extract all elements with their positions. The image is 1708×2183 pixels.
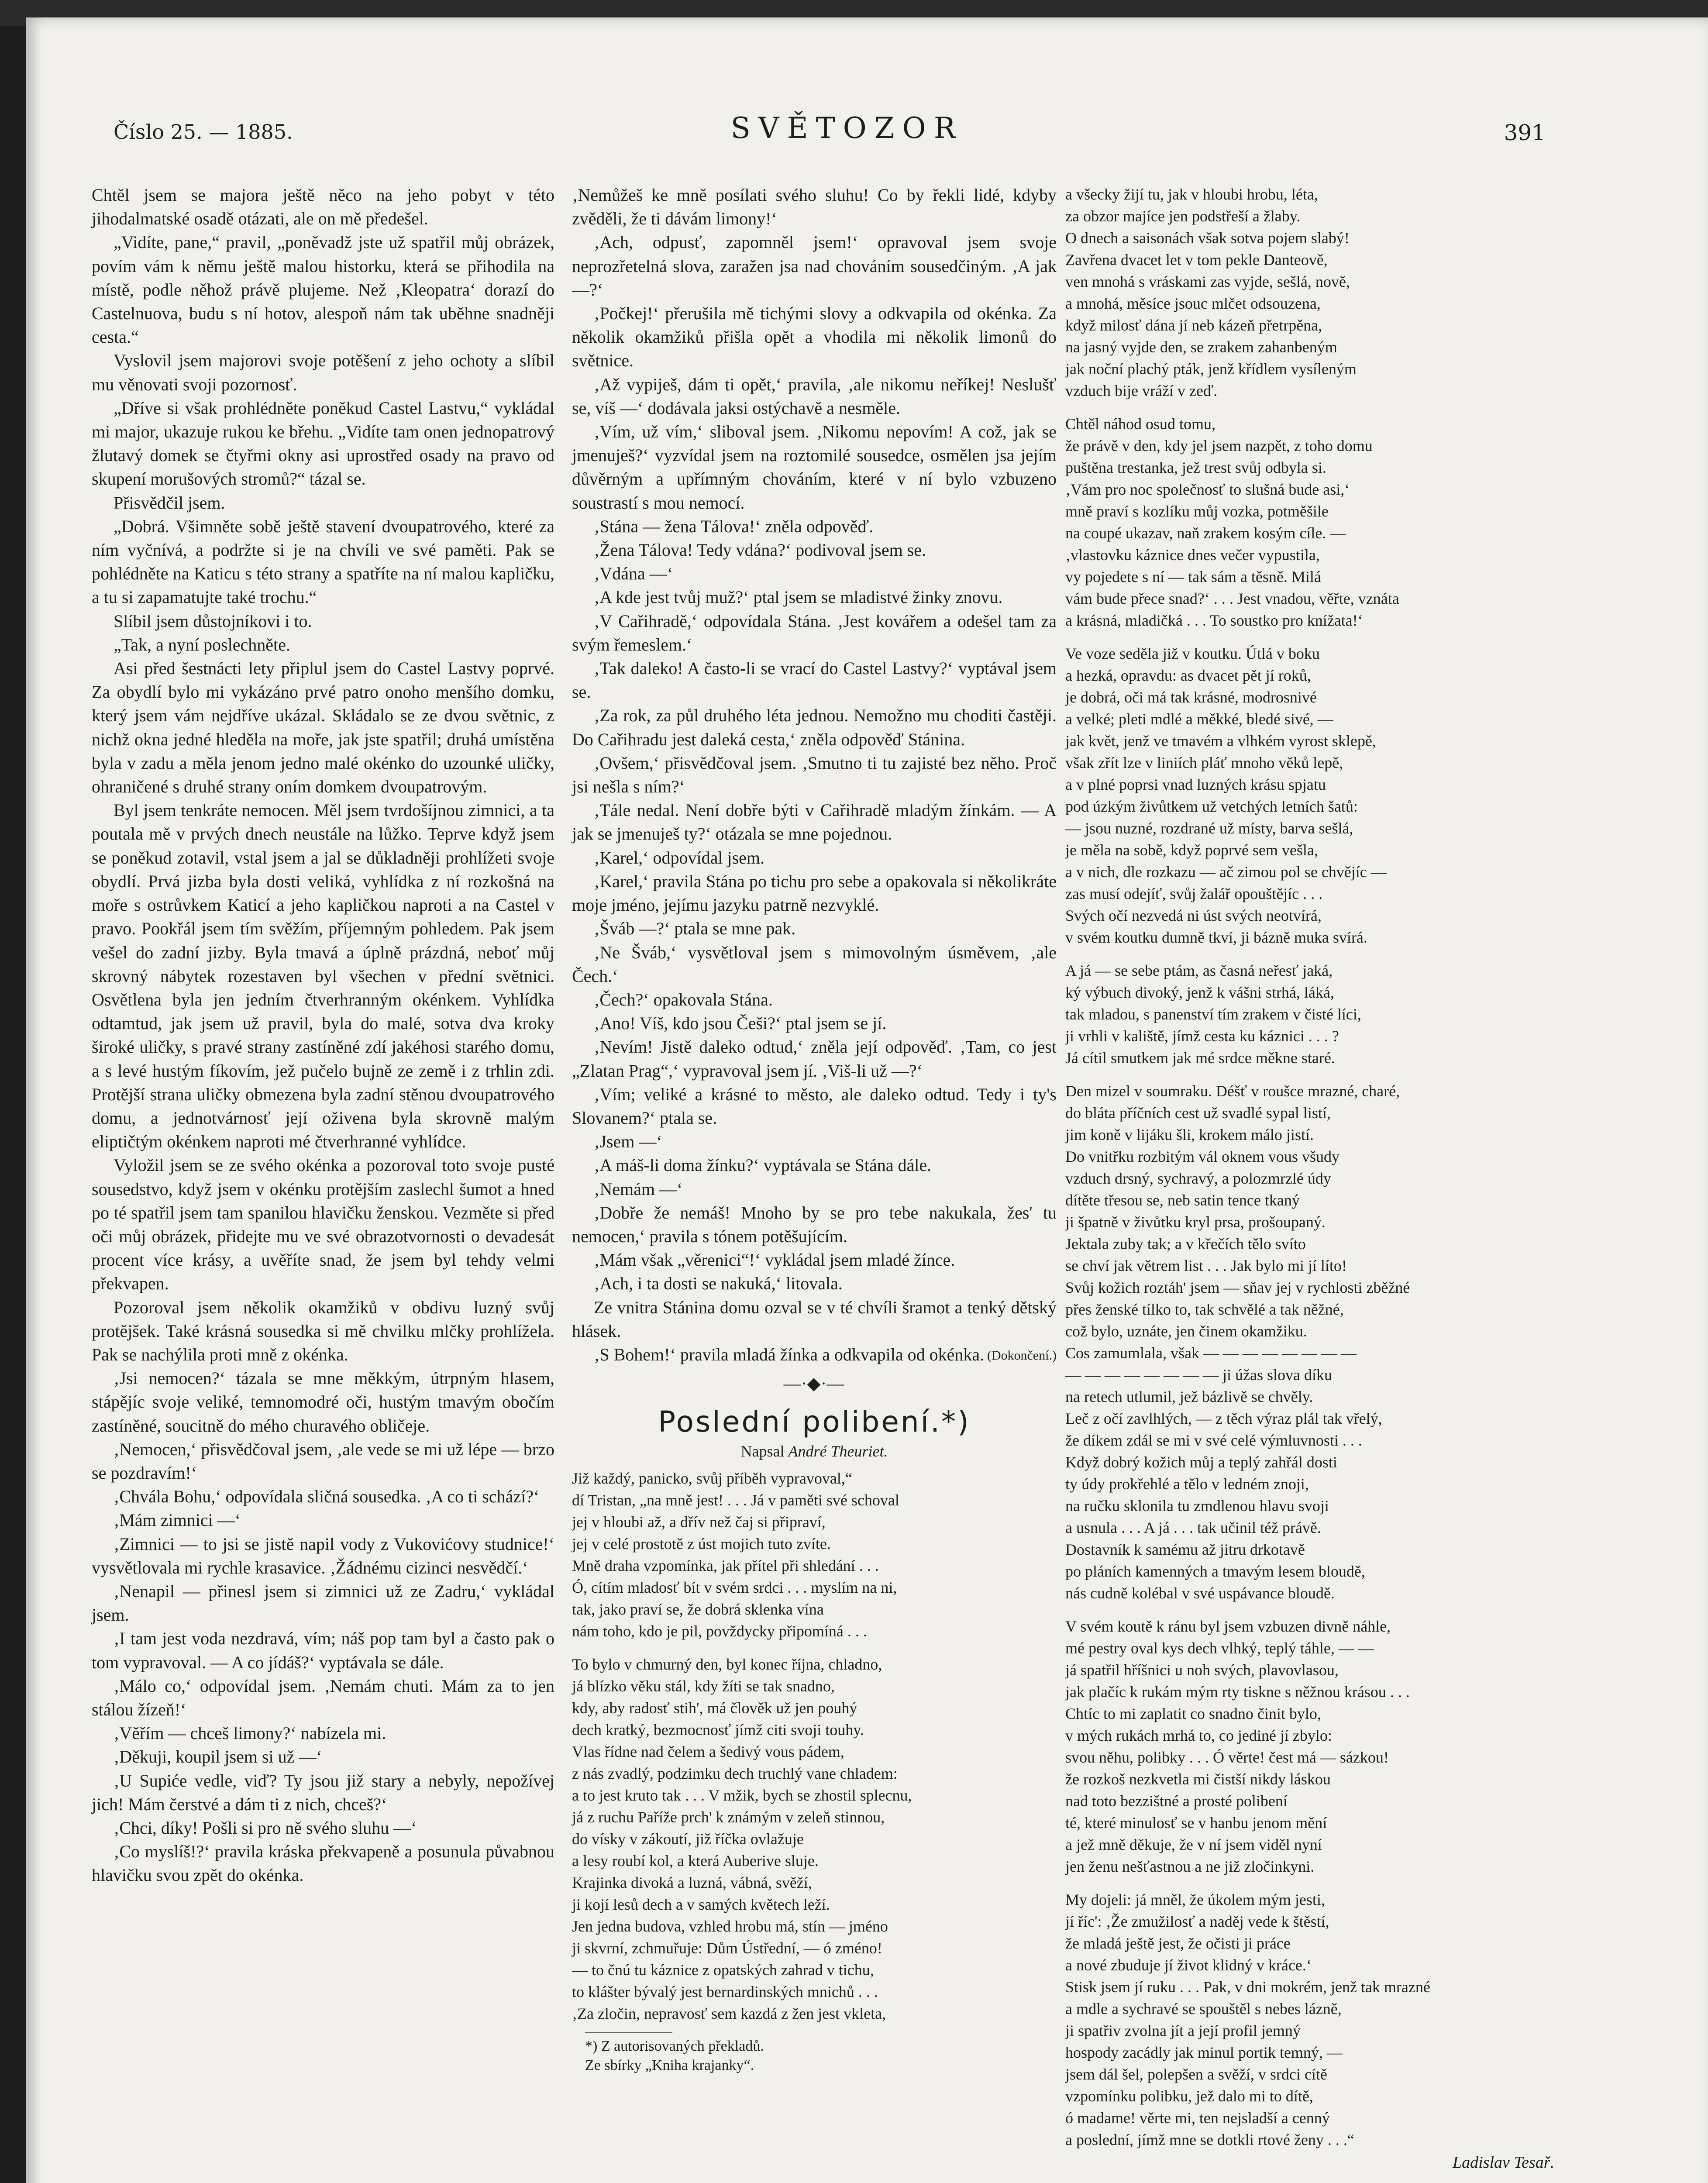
verse-line: já spatřil hříšnici u noh svých, plavovlasou, bbox=[1065, 1661, 1339, 1679]
stanza-gap bbox=[572, 1642, 1057, 1653]
verse-line: a nové zbuduje jí život klidný v kráce.‘ bbox=[1065, 1956, 1312, 1974]
paragraph: ‚Dobře že nemáš! Mnoho by se pro tebe nakukala, žes' tu nemocen,‘ pravila s tónem potěšujícím. bbox=[572, 1202, 1057, 1246]
verse-line: Již každý, panicko, svůj příběh vypravoval,“ bbox=[572, 1469, 852, 1487]
verse-line: na ručku sklonila tu zmdlenou hlavu svoji bbox=[1065, 1497, 1329, 1515]
paragraph: ‚Děkuji, koupil jsem si už —‘ bbox=[114, 1747, 322, 1767]
paragraph: ‚V Cařihradě,‘ odpovídala Stána. ‚Jest kovářem a odešel tam za svým řemeslem.‘ bbox=[572, 611, 1057, 654]
paragraph: ‚Tále nedal. Není dobře býti v Cařihradě mladým žínkám. — A jak se jmenuješ ty?‘ otázala se mne pojednou. bbox=[572, 800, 1057, 844]
poem-text bbox=[572, 1467, 1057, 2025]
paragraph: ‚U Supiće vedle, viď? Ty jsou již stary a nebyly, nepožívej jich! Mám čerstvé a dám ti z nich, chceš?‘ bbox=[92, 1770, 554, 1814]
verse-line: na jasný vyjde den, se zrakem zahanbeným bbox=[1065, 338, 1337, 356]
footnote bbox=[585, 2037, 1057, 2075]
verse-line: je dobrá, oči má tak krásné, modrosnivé bbox=[1065, 689, 1317, 706]
verse-line: Stisk jsem jí ruku . . . Pak, v dni mokrém, jenž tak mrazné bbox=[1065, 1978, 1430, 1996]
paragraph: ‚Mám však „věrenici“!‘ vykládal jsem mladé žínce. bbox=[594, 1250, 955, 1270]
verse-line: ji spatřiv zvolna jít a její profil jemný bbox=[1065, 2022, 1301, 2039]
verse-line: Chtíc to mi zaplatit co snadno činit bylo, bbox=[1065, 1705, 1321, 1722]
paragraph: ‚Až vypiješ, dám ti opět,‘ pravila, ‚ale nikomu neříkej! Neslušť se, víš —‘ dodávala jaksi ostýchavě a nesměle. bbox=[572, 374, 1057, 418]
paragraph: ‚Ne Šváb,‘ vysvětloval jsem s mimovolným úsměvem, ‚ale Čech.‘ bbox=[572, 942, 1057, 986]
verse-line: zas musí odejíť, svůj žalář opouštějíc . . . bbox=[1065, 885, 1323, 902]
verse-line: a mdle a sychravé se spouštěl s nebes lázně, bbox=[1065, 2000, 1342, 2018]
paragraph: ‚Nemůžeš ke mně posílati svého sluhu! Co by řekli lidé, kdyby zvěděli, že ti dávám limony!‘ bbox=[572, 185, 1057, 229]
verse-line: se chví jak větrem list . . . Jak bylo mi jí líto! bbox=[1065, 1257, 1347, 1274]
verse-line: a velké; pleti mdlé a měkké, bledé sivé, — bbox=[1065, 710, 1333, 728]
verse-line: Dostavník k samému až jitru drkotavě bbox=[1065, 1541, 1305, 1558]
verse-line: jak plačíc k rukám mým rty tiskne s něžnou krásou . . . bbox=[1065, 1683, 1410, 1701]
verse-line: z nás zvadlý, podzimku dech truchlý vane chladem: bbox=[572, 1764, 898, 1782]
verse-line: O dnech a saisonách však sotva pojem slabý! bbox=[1065, 229, 1350, 247]
stanza-gap bbox=[1065, 1877, 1554, 1889]
byline-prefix: Napsal bbox=[740, 1442, 785, 1460]
verse-line: To bylo v chmurný den, byl konec října, chladno, bbox=[572, 1655, 882, 1673]
verse-line: ji vrhli v kaliště, jímž cesta ku káznici . . . ? bbox=[1065, 1027, 1339, 1045]
newspaper-page bbox=[26, 17, 1708, 2183]
paragraph: ‚Mám zimnici —‘ bbox=[114, 1510, 241, 1530]
paragraph: Pozoroval jsem několik okamžiků v obdivu luzný svůj protějšek. Také krásná sousedka si mě chvilku mlčky prohlížela. Pak se nachýlila proti mně z okénka. bbox=[92, 1297, 554, 1364]
verse-line: A já — se sebe ptám, as časná neřesť jaká, bbox=[1065, 962, 1333, 979]
verse-line: My dojeli: já mněl, že úkolem mým jesti, bbox=[1065, 1891, 1325, 1908]
verse-line: ‚Vám pro noc společnosť to slušná bude asi,‘ bbox=[1065, 481, 1350, 498]
footnote-line: Ze sbírky „Kniha krajanky“. bbox=[585, 2057, 754, 2073]
paragraph: ‚Počkej!‘ přerušila mě tichými slovy a odkvapila od okénka. Za několik okamžiků přišla opět a vhodila mi několik limonů do světnice. bbox=[572, 303, 1057, 371]
verse-line: na retech utlumil, jež bázlivě se chvěly. bbox=[1065, 1388, 1313, 1405]
verse-line: vám bude přece snad?‘ . . . Jest vnadou, věřte, vznáta bbox=[1065, 590, 1399, 607]
verse-line: vzpomínku polibku, jež dalo mi to dítě, bbox=[1065, 2087, 1313, 2105]
verse-line: v svém koutku dumně tkví, ji bázně muka svírá. bbox=[1065, 929, 1367, 946]
paragraph: ‚Žena Tálova! Tedy vdána?‘ podivoval jsem se. bbox=[594, 540, 926, 560]
paragraph: ‚Málo co,‘ odpovídal jsem. ‚Nemám chuti. Mám za to jen stálou žízeň!‘ bbox=[92, 1676, 554, 1719]
verse-line: a usnula . . . A já . . . tak učinil též právě. bbox=[1065, 1519, 1321, 1536]
paragraph: ‚I tam jest voda nezdravá, vím; náš pop tam byl a často pak o tom vypravoval. — A co jídáš?‘ vyptávala se dále. bbox=[92, 1629, 554, 1672]
verse-line: přes ženské tílko to, tak schvělé a tak něžné, bbox=[1065, 1301, 1344, 1318]
verse-line: na coupé ukazav, naň zrakem kosým cíle. — bbox=[1065, 524, 1346, 542]
verse-line: že mladá ještě jest, že očisti ji práce bbox=[1065, 1935, 1291, 1952]
paragraph: ‚Chci, díky! Pošli si pro ně svého sluhu —‘ bbox=[114, 1818, 417, 1838]
verse-line: Já cítil smutkem jak mé srdce měkne staré. bbox=[1065, 1049, 1335, 1067]
verse-line: Svých očí nezvedá ni úst svých neotvírá, bbox=[1065, 907, 1322, 924]
paragraph: Vyložil jsem se ze svého okénka a pozoroval toto svoje pusté sousedstvo, když jsem v okénku protějším zaslechl šumot a hned po té spatřil jsem tam spanilou hlavičku ženskou. Vezměte si před oči můj obrázek, přidejte mu ve své obrazotvornosti o devadesát procent více krásy, a uvěříte snad, že jsem byl tehdy velmi překvapen. bbox=[92, 1155, 554, 1294]
verse-line: to klášter bývalý jest bernardinských mnichů . . . bbox=[572, 1983, 878, 2001]
verse-line: po pláních kamenných a tmavým lesem bloudě, bbox=[1065, 1563, 1365, 1580]
paragraph: ‚Ach, i ta dosti se nakuká,‘ litovala. bbox=[594, 1274, 843, 1294]
verse-line: ven mnohá s vráskami zas vyjde, sešlá, nově, bbox=[1065, 273, 1350, 290]
paragraph: ‚Jsem —‘ bbox=[594, 1132, 662, 1152]
verse-line: jej v hloubi až, a dřív než čaj si připraví, bbox=[572, 1513, 826, 1531]
poem-continuation bbox=[1065, 183, 1554, 2151]
paragraph: ‚Nemocen,‘ přisvědčoval jsem, ‚ale vede se mi už lépe — brzo se pozdravím!‘ bbox=[92, 1439, 554, 1483]
stanza-gap bbox=[1065, 1069, 1554, 1080]
verse-line: a lesy roubí kol, a která Auberive sluje. bbox=[572, 1852, 819, 1870]
verse-line: ji skvrní, zchmuřuje: Dům Ústřední, — ó zméno! bbox=[572, 1939, 882, 1957]
paragraph: ‚Co myslíš!?‘ pravila kráska překvapeně a posunula půvabnou hlavičku svou zpět do okénka. bbox=[92, 1842, 554, 1885]
column-1 bbox=[92, 183, 554, 1887]
stanza bbox=[1065, 1615, 1554, 1877]
verse-line: nám toho, kdo je pil, povždycky připomíná . . . bbox=[572, 1622, 867, 1640]
verse-line: Cos zamumlala, však — — — — — — — — bbox=[1065, 1344, 1357, 1362]
paragraph: Slíbil jsem důstojníkovi i to. bbox=[114, 611, 312, 631]
poem-author: André Theuriet. bbox=[788, 1442, 888, 1460]
paragraph: Asi před šestnácti lety připlul jsem do Castel Lastvy poprvé. Za obydlí bylo mi vykázáno prvé patro onoho menšího domku, který jsem vám nejdříve ukázal. Skládalo se ze dvou světnic, z nichž okna jedné hleděla na moře, jak jste spatřil; druhá umístěna byla v zadu a měla jenom jedno malé okénko do uzounké uličky, ohraničené s druhé strany oním domkem dvoupatrovým. bbox=[92, 658, 554, 797]
paragraph: ‚Vím; veliké a krásné to město, ale daleko odtud. Tedy i ty's Slovanem?‘ ptala se. bbox=[572, 1084, 1057, 1128]
verse-line: mně praví s kozlíku můj vozka, potměšile bbox=[1065, 503, 1329, 520]
stanza-gap bbox=[1065, 1604, 1554, 1615]
verse-line: já blízko věku stál, kdy žíti se tak snadno, bbox=[572, 1677, 835, 1695]
verse-line: kdy, aby radosť stih', má člověk už jen pouhý bbox=[572, 1699, 857, 1717]
verse-line: ‚vlastovku káznice dnes večer vypustila, bbox=[1065, 546, 1320, 564]
verse-line: a krásná, mladičká . . . To soustko pro knížata!‘ bbox=[1065, 612, 1363, 629]
verse-line: Svůj kožich roztáh' jsem — sňav jej v rychlosti zběžné bbox=[1065, 1279, 1410, 1296]
verse-line: Když dobrý kožich můj a teplý zahřál dosti bbox=[1065, 1453, 1337, 1471]
paragraph: Vyslovil jsem majorovi svoje potěšení z jeho ochoty a slíbil mu věnovati svoji pozornosť. bbox=[92, 351, 554, 394]
paragraph: ‚A kde jest tvůj muž?‘ ptal jsem se mladistvé žinky znovu. bbox=[594, 587, 1003, 607]
paragraph: ‚Nevím! Jistě daleko odtud,‘ zněla její odpověď. ‚Tam, co jest „Zlatan Prag“,‘ vypravoval jsem jí. ‚Viš-li už —?‘ bbox=[572, 1037, 1057, 1081]
verse-line: ó madame! věrte mi, ten nejsladší a cenný bbox=[1065, 2109, 1330, 2127]
verse-line: jí říc': ‚Že zmužilosť a naděj vede k štěstí, bbox=[1065, 1913, 1329, 1930]
footnote-line: *) Z autorisovaných překladů. bbox=[585, 2038, 764, 2054]
verse-line: — to čnú tu káznice z opatských zahrad v tichu, bbox=[572, 1961, 874, 1979]
verse-line: jim koně v lijáku šli, krokem málo jistí. bbox=[1065, 1126, 1314, 1143]
poem-title: Poslední polibení.*) bbox=[658, 1405, 971, 1439]
poem-byline bbox=[572, 1439, 1057, 1463]
verse-line: jen ženu nešťastnou a ne již zločinkyni. bbox=[1065, 1858, 1315, 1875]
verse-line: když milosť dána jí neb kázeň přetrpěna, bbox=[1065, 317, 1322, 334]
paragraph: ‚S Bohem!‘ pravila mladá žínka a odkvapila od okénka. bbox=[594, 1344, 985, 1364]
stanza bbox=[1065, 1080, 1554, 1604]
paragraph: ‚A máš-li doma žínku?‘ vyptávala se Stána dále. bbox=[594, 1155, 932, 1175]
verse-line: Ve voze seděla již v koutku. Útlá v boku bbox=[1065, 645, 1320, 662]
verse-line: — jsou nuzné, rozdrané už místy, barva sešlá, bbox=[1065, 819, 1353, 837]
verse-line: jak noční plachý pták, jenž křídlem vysíleným bbox=[1065, 360, 1357, 378]
paragraph: ‚Čech?‘ opakovala Stána. bbox=[594, 989, 773, 1009]
verse-line: jsem dál šel, polepšen a svěží, v srdci cítě bbox=[1065, 2066, 1327, 2083]
verse-line: do bláta příčních cest už svadlé sypal listí, bbox=[1065, 1104, 1331, 1122]
issue-label: Číslo 25. — 1885. bbox=[114, 120, 293, 144]
story-continuation bbox=[572, 183, 1057, 1367]
verse-line: Vlas řídne nad čelem a šedivý vous pádem, bbox=[572, 1742, 844, 1760]
verse-line: tak mladou, s panenství tím zrakem v čisté líci, bbox=[1065, 1005, 1361, 1023]
verse-line: jej v celé prostotě z úst mojich tuto zvíte. bbox=[572, 1535, 831, 1553]
stanza bbox=[1065, 413, 1554, 631]
stanza bbox=[572, 1467, 1057, 1642]
verse-line: ji špatně v živůtku kryl prsa, prošoupaný. bbox=[1065, 1213, 1326, 1231]
verse-line: v mých rukách mrhá to, co jediné jí zbylo: bbox=[1065, 1727, 1332, 1744]
paragraph: ‚Tak daleko! A často-li se vrací do Castel Lastvy?‘ vyptával jsem se. bbox=[572, 658, 1057, 702]
verse-line: — — — — — — — — ji úžas slova díku bbox=[1065, 1366, 1332, 1384]
stanza bbox=[1065, 183, 1554, 402]
verse-line: že právě v den, kdy jel jsem nazpět, z toho domu bbox=[1065, 437, 1373, 455]
paragraph: ‚Ano! Víš, kdo jsou Češi?‘ ptal jsem se jí. bbox=[594, 1013, 887, 1033]
paragraph: ‚Karel,‘ pravila Stána po tichu pro sebe a opakovala si několikráte moje jméno, jejímu jazyku patrně nezvyklé. bbox=[572, 871, 1057, 915]
verse-line: dech kratký, bezmocnosť jímž citi svoji touhy. bbox=[572, 1721, 864, 1739]
paragraph: ‚Vdána —‘ bbox=[594, 564, 673, 584]
paragraph: „Dobrá. Všimněte sobě ještě stavení dvoupatrového, které za ním vyčnívá, a podržte si je na chvíli ve své paměti. Pak se pohlédněte na Katicu s této strany a spatříte na ní malou kapličku, a tu si zapamatujte také trochu.“ bbox=[92, 516, 554, 607]
verse-line: dí Tristan, „na mně jest! . . . Já v paměti své schoval bbox=[572, 1491, 899, 1509]
paragraph: ‚Ovšem,‘ přisvědčoval jsem. ‚Smutno ti tu zajisté bez něho. Proč jsi nešla s ním?‘ bbox=[572, 753, 1057, 797]
paragraph: ‚Vím, už vím,‘ sliboval jsem. ‚Nikomu nepovím! A což, jak se jmenuješ?‘ vyzvídal jsem na roztomilé sousedce, osmělen jsa jejím důvěrným a upřímným chováním, které v ní bylo vzbuzeno soustrastí s mou nemocí. bbox=[572, 422, 1057, 513]
footnote-rule bbox=[585, 2032, 672, 2033]
verse-line: nás cudně kolébal v své uspávance bloudě. bbox=[1065, 1584, 1335, 1602]
verse-line: Jen jedna budova, vzhled hrobu má, stín — jméno bbox=[572, 1917, 888, 1935]
paragraph: „Tak, a nyní poslechněte. bbox=[114, 634, 290, 654]
paragraph: ‚Karel,‘ odpovídal jsem. bbox=[594, 847, 764, 868]
verse-line: a jež mně děkuje, že v ní jsem viděl nyní bbox=[1065, 1836, 1322, 1853]
verse-line: svou něhu, polibky . . . Ó věrte! čest má — sázkou! bbox=[1065, 1749, 1389, 1766]
column-2 bbox=[572, 183, 1057, 2075]
verse-line: vzduch drsný, sychravý, a polozmrzlé údy bbox=[1065, 1170, 1331, 1187]
masthead-title: SVĚTOZOR bbox=[730, 111, 964, 145]
paragraph: Byl jsem tenkráte nemocen. Měl jsem tvrdošíjnou zimnici, a ta poutala mě v prvých dnech neustále na lůžko. Teprve když jsem se poněkud zotavil, vstal jsem a jal se důkladněji prohlížeti svoje obydlí. Prvá jizba byla dosti veliká, vyhlídka z ní rozkošná na moře s ostrůvkem Katicí a jeho kapličkou naproti a na Castel v pravo. Pookřál jsem tím svěžím, příjemným pohledem. Pak jsem vešel do zadní jizby. Byla tmavá a úplně prázdná, neboť můj skrovný nábytek rozestaven byl všechen v přední světnici. Osvětlena byla jen jedním čtverhranným okénkem. Vyhlídka odtamtud, jak jsem už pravil, byla do malé, sotva dva kroky široké uličky, s pravé strany zastíněné zdí jakéhosi starého domu, a s levé hustým fíkovím, jež pučelo bujně ze země i z trhlin zdi. Protější strana uličky obmezena byla zadní stěnou dvoupatrového domu, a jednotvárnosť její oživena byla skrovně malým eliptičtým okénkem naproti mé čtverhranné vyhlídce. bbox=[92, 800, 554, 1152]
stanza bbox=[1065, 643, 1554, 948]
paragraph: ‚Nenapil — přinesl jsem si zimnici už ze Zadru,‘ vykládal jsem. bbox=[92, 1581, 554, 1625]
section-ornament: —∙◆∙— bbox=[783, 1374, 845, 1394]
paragraph: ‚Věřím — chceš limony?‘ nabízela mi. bbox=[114, 1723, 386, 1743]
verse-line: do vísky v zákoutí, již říčka ovlažuje bbox=[572, 1830, 804, 1848]
verse-line: Mně draha vzpomínka, jak přítel při shledání . . . bbox=[572, 1556, 879, 1574]
paragraph: Chtěl jsem se majora ještě něco na jeho pobyt v této jihodalmatské osadě otázati, ale on mě předešel. bbox=[92, 185, 554, 229]
verse-line: V svém koutě k ránu byl jsem vzbuzen divně náhle, bbox=[1065, 1618, 1391, 1635]
paragraph: „Dříve si však prohlédněte poněkud Castel Lastvu,“ vykládal mi major, ukazuje rukou ke břehu. „Vidíte tam onen jednopatrový žlutavý domek se čtyřmi okny asi uprostřed osady na pravo od skupení morušových stromů?“ tázal se. bbox=[92, 398, 554, 489]
verse-line: ‚Za zločin, nepravosť sem kazdá z žen jest vkleta, bbox=[572, 2004, 886, 2022]
verse-line: vy pojedete s ní — tak sám a těsně. Milá bbox=[1065, 568, 1321, 585]
verse-line: vzduch bije vráží v zeď. bbox=[1065, 382, 1218, 399]
verse-line: té, které minulosť se v hanbu jenom mění bbox=[1065, 1814, 1327, 1832]
verse-line: Zavřena dvacet let v tom pekle Danteově, bbox=[1065, 251, 1328, 269]
verse-line: však zřít lze v liniích pláť mnoho věků lepě, bbox=[1065, 754, 1343, 771]
verse-line: a mnohá, měsíce jsouc mlčet odsouzena, bbox=[1065, 295, 1321, 312]
verse-line: Den mizel v soumraku. Déšť v roušce mrazné, charé, bbox=[1065, 1082, 1400, 1100]
verse-line: což bylo, uznáte, jen činem okamžiku. bbox=[1065, 1322, 1307, 1340]
verse-line: za obzor majíce jen podstřeší a žlaby. bbox=[1065, 207, 1301, 225]
column-3 bbox=[1065, 183, 1554, 2183]
verse-line: Leč z očí zavlhlých, — z těch výraz plál tak vřelý, bbox=[1065, 1410, 1382, 1427]
verse-line: a v plné poprsi vnad luzných krásu spjatu bbox=[1065, 776, 1326, 793]
stanza-gap bbox=[1065, 402, 1554, 413]
verse-line: dítěte třesou se, neb satin tence tkaný bbox=[1065, 1191, 1300, 1209]
verse-line: já z ruchu Paříže prch' k známým v zeleň stinnou, bbox=[572, 1808, 885, 1826]
verse-line: Do vnitřku rozbitým vál oknem vous všudy bbox=[1065, 1148, 1340, 1165]
verse-line: a v nich, dle rozkazu — ač zimou pol se chvějíc — bbox=[1065, 863, 1387, 881]
verse-line: Chtěl náhod osud tomu, bbox=[1065, 415, 1216, 433]
paragraph: ‚Jsi nemocen?‘ tázala se mne měkkým, útrpným hlasem, stápějíc svoje veliké, temnomodré oči, hustým tmavým obočím zastíněné, soucitně do mého churavého obličeje. bbox=[92, 1368, 554, 1436]
translator-signature: Ladislav Tesař. bbox=[1453, 2153, 1554, 2172]
verse-line: a hezká, opravdu: as dvacet pět jí roků, bbox=[1065, 667, 1311, 684]
stanza-gap bbox=[1065, 631, 1554, 643]
page-number: 391 bbox=[1504, 120, 1546, 145]
verse-line: a všecky žijí tu, jak v hloubi hrobu, léta, bbox=[1065, 186, 1318, 203]
paragraph: Ze vnitra Stánina domu ozval se v té chvíli šramot a tenký dětský hlásek. bbox=[572, 1297, 1057, 1341]
paragraph: ‚Chvála Bohu,‘ odpovídala sličná sousedka. ‚A co ti schází?‘ bbox=[114, 1487, 540, 1507]
verse-line: že rozkoš nezkvetla mi čistší nikdy láskou bbox=[1065, 1770, 1331, 1788]
verse-line: hospody zacádly jak minul portik temný, — bbox=[1065, 2044, 1343, 2061]
verse-line: pod úzkým živůtkem už vetchých letních šatů: bbox=[1065, 798, 1358, 815]
verse-line: mé pestry oval kys dech vlhký, teplý táhle, — — bbox=[1065, 1639, 1374, 1657]
verse-line: nad toto bezzištné a prosté polibení bbox=[1065, 1792, 1288, 1810]
verse-line: a poslední, jímž mne se dotkli rtové ženy . . .“ bbox=[1065, 2131, 1354, 2149]
stanza bbox=[572, 1653, 1057, 2025]
stanza-gap bbox=[1065, 948, 1554, 960]
paragraph: ‚Ach, odpusť, zapomněl jsem!‘ opravoval jsem svoje neprozřetelná slova, zaražen jsa nad chováním sousedčiným. ‚A jak —?‘ bbox=[572, 232, 1057, 300]
verse-line: ty údy prokřehlé a tělo v ledném znoji, bbox=[1065, 1475, 1309, 1493]
verse-line: je měla na sobě, když poprvé sem vešla, bbox=[1065, 841, 1318, 859]
verse-line: ji kojí lesů dech a v samých květech leží. bbox=[572, 1895, 830, 1913]
paragraph: ‚Nemám —‘ bbox=[594, 1179, 683, 1199]
paragraph: ‚Šváb —?‘ ptala se mne pak. bbox=[594, 919, 796, 939]
paragraph: ‚Zimnici — to jsi se jistě napil vody z Vukovićovy studnice!‘ vysvětlovala mi rychle krasavice. ‚Žádnému cizinci nesvědčí.‘ bbox=[92, 1534, 554, 1577]
verse-line: Krajinka divoká a luzná, vábná, svěží, bbox=[572, 1873, 812, 1891]
verse-line: jak květ, jenž ve tmavém a vlhkém vyrost sklepě, bbox=[1065, 732, 1376, 750]
verse-line: Ó, cítím mladosť bít v svém srdci . . . myslím na ni, bbox=[572, 1578, 897, 1596]
paragraph: ‚Stána — žena Tálova!‘ zněla odpověď. bbox=[594, 516, 874, 536]
verse-line: puštěna trestanka, jež trest svůj odbyla si. bbox=[1065, 459, 1326, 476]
verse-line: Jektala zuby tak; a v křečích tělo svíto bbox=[1065, 1235, 1306, 1253]
verse-line: a to jest kruto tak . . . V mžik, bych se zhostil splecnu, bbox=[572, 1786, 912, 1804]
verse-line: ký výbuch divoký, jenž k vášni strhá, láká, bbox=[1065, 984, 1334, 1001]
verse-line: tak, jako praví se, že dobrá sklenka vína bbox=[572, 1600, 824, 1618]
page-header bbox=[114, 111, 1546, 151]
stanza bbox=[1065, 1889, 1554, 2151]
stanza bbox=[1065, 960, 1554, 1069]
to-be-concluded-note: (Dokončení.) bbox=[987, 1348, 1057, 1363]
paragraph: ‚Za rok, za půl druhého léta jednou. Nemožno mu choditi častěji. Do Cařihradu jest daleká cesta,‘ zněla odpověď Stánina. bbox=[572, 706, 1057, 749]
paragraph: Přisvědčil jsem. bbox=[114, 492, 225, 513]
paragraph: „Vidíte, pane,“ pravil, „poněvadž jste už spatřil můj obrázek, povím vám k němu ještě malou historku, která se přihodila na místě, podle něhož právě plujeme. Než ‚Kleopatra‘ dorazí do Castelnuova, budu s ní hotov, alespoň nám tak uběhne snadněji cesta.“ bbox=[92, 232, 554, 347]
verse-line: že díkem zdál se mi v své celé výmluvnosti . . . bbox=[1065, 1432, 1362, 1449]
